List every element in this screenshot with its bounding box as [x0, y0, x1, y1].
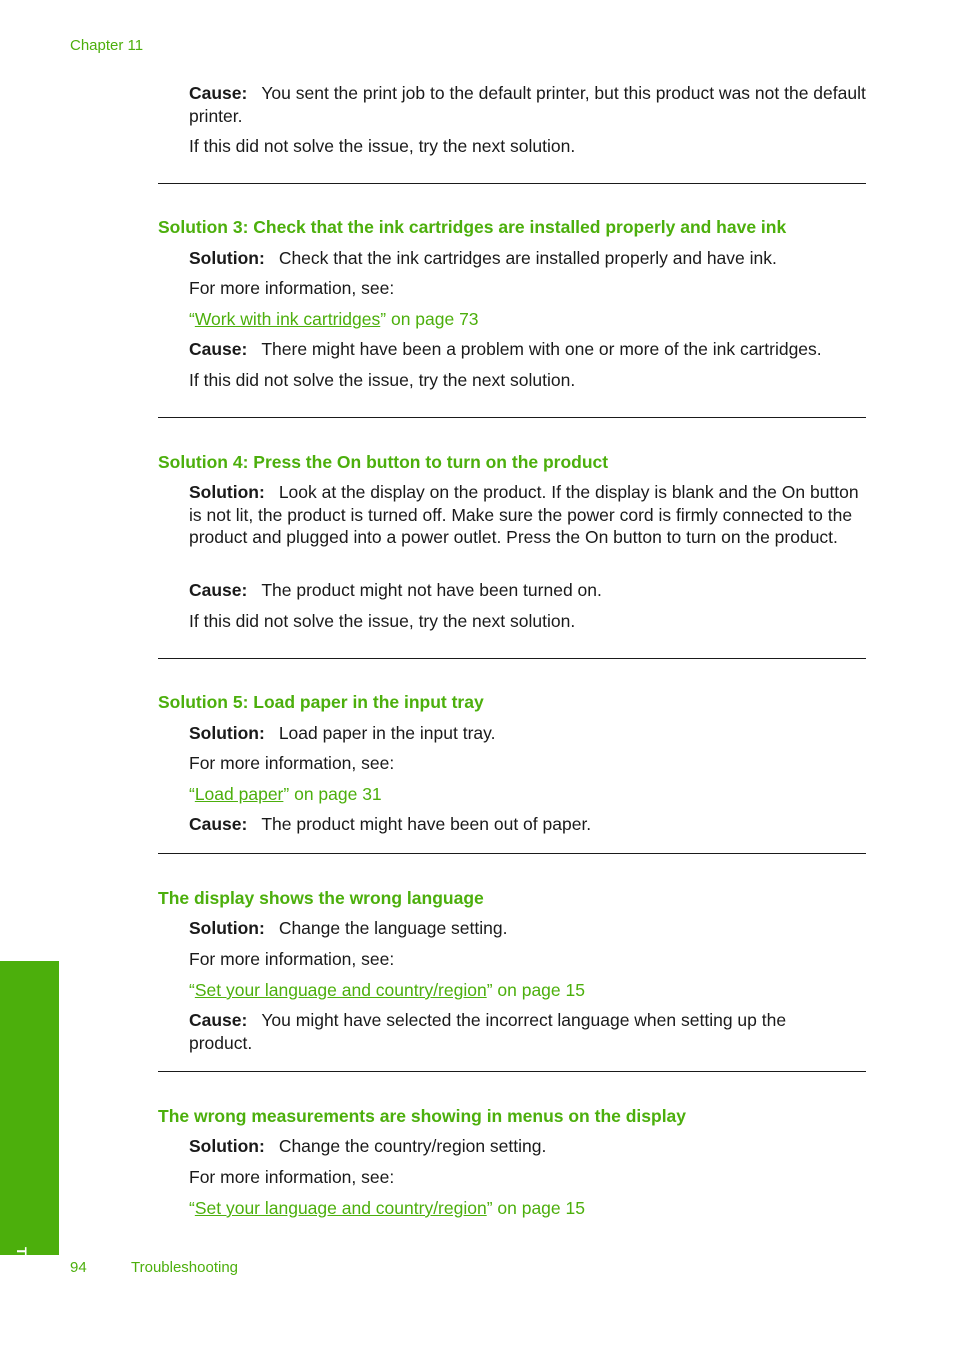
link-text[interactable]: Load paper [194, 784, 284, 804]
wrong-language-more: For more information, see: [189, 949, 395, 969]
divider [158, 853, 866, 854]
solution-5-cause [189, 813, 869, 836]
solution-text: Change the language setting. [278, 918, 508, 938]
solution-5-link[interactable]: “Load paper” on page 31 [189, 784, 382, 804]
wrong-language-heading: The display shows the wrong language [158, 888, 484, 908]
solution-label: Solution: [189, 248, 265, 268]
wrong-language-link[interactable]: “Set your language and country/region” on page 15 [189, 980, 585, 1000]
wrong-language-cause [189, 1009, 829, 1054]
solution-4-heading: Solution 4: Press the On button to turn on the product [158, 452, 609, 472]
wrong-measurements-heading: The wrong measurements are showing in menus on the display [158, 1106, 687, 1126]
solution-text: Look at the display on the product. If the display is blank and the On button is not lit, the product is turned off. Make sure the power cord is firmly connected to the product and plugged into a power outlet. Press the On button to turn on the product. [189, 482, 859, 547]
cause-label: Cause: [189, 83, 248, 103]
divider [158, 183, 866, 184]
cause-text: The product might not have been turned on. [261, 580, 602, 600]
cause-label: Cause: [189, 580, 248, 600]
wrong-measurements-solution [189, 1135, 869, 1158]
intro-cause [189, 82, 869, 127]
solution-5-more: For more information, see: [189, 753, 395, 773]
solution-label: Solution: [189, 723, 265, 743]
solution-text: Check that the ink cartridges are installed properly and have ink. [278, 248, 777, 268]
solution-3-more: For more information, see: [189, 278, 395, 298]
solution-3-heading: Solution 3: Check that the ink cartridges are installed properly and have ink [158, 217, 787, 237]
link-text[interactable]: Set your language and country/region [194, 980, 487, 1000]
side-tab-label: Troubleshooting [14, 1247, 30, 1357]
footer-section: Troubleshooting [131, 1259, 239, 1276]
side-tab [0, 961, 59, 1255]
cause-text: There might have been a problem with one or more of the ink cartridges. [261, 339, 822, 359]
solution-4-cause [189, 579, 869, 602]
divider [158, 417, 866, 418]
intro-next: If this did not solve the issue, try the next solution. [189, 136, 576, 156]
link-text[interactable]: Set your language and country/region [194, 1198, 487, 1218]
solution-text: Change the country/region setting. [278, 1136, 547, 1156]
cause-text: You sent the print job to the default printer, but this product was not the default printer. [189, 83, 866, 126]
wrong-measurements-link[interactable]: “Set your language and country/region” on page 15 [189, 1198, 585, 1218]
solution-label: Solution: [189, 918, 265, 938]
solution-5-solution [189, 722, 869, 745]
solution-3-next: If this did not solve the issue, try the next solution. [189, 370, 576, 390]
solution-4-next: If this did not solve the issue, try the next solution. [189, 611, 576, 631]
page-number: 94 [70, 1259, 87, 1276]
solution-label: Solution: [189, 1136, 265, 1156]
divider [158, 1071, 866, 1072]
solution-label: Solution: [189, 482, 265, 502]
cause-label: Cause: [189, 814, 248, 834]
cause-label: Cause: [189, 339, 248, 359]
solution-text: Load paper in the input tray. [278, 723, 496, 743]
solution-3-link[interactable]: “Work with ink cartridges” on page 73 [189, 309, 479, 329]
solution-3-cause [189, 338, 869, 361]
wrong-language-solution [189, 917, 869, 940]
wrong-measurements-more: For more information, see: [189, 1167, 395, 1187]
link-page[interactable]: ” on page 73 [380, 309, 479, 329]
link-page[interactable]: ” on page 15 [486, 1198, 585, 1218]
cause-label: Cause: [189, 1010, 248, 1030]
cause-text: You might have selected the incorrect language when setting up the product. [189, 1010, 787, 1053]
solution-4-solution [189, 481, 869, 549]
cause-text: The product might have been out of paper. [261, 814, 592, 834]
link-page[interactable]: ” on page 15 [486, 980, 585, 1000]
chapter-header: Chapter 11 [70, 37, 144, 54]
solution-3-solution [189, 247, 869, 270]
link-page[interactable]: ” on page 31 [283, 784, 382, 804]
solution-5-heading: Solution 5: Load paper in the input tray [158, 692, 484, 712]
divider [158, 658, 866, 659]
link-text[interactable]: Work with ink cartridges [194, 309, 381, 329]
